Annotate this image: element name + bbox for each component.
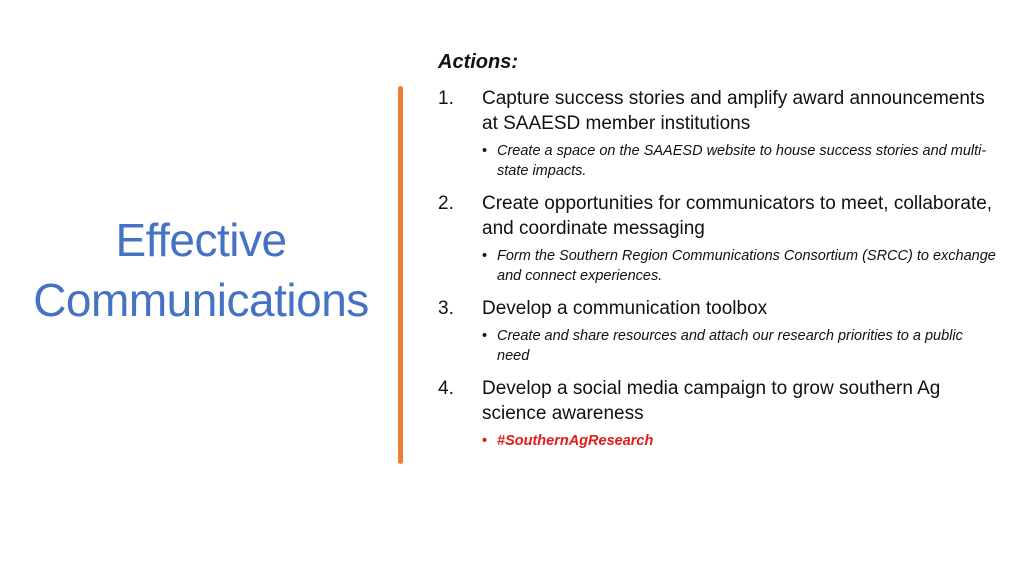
action-subitem-text: Create a space on the SAAESD website to house success stories and multi-state impacts.: [497, 143, 987, 179]
action-text: Create opportunities for communicators to meet, collaborate, and coordinate messaging: [482, 193, 993, 239]
action-subitem: [482, 246, 998, 286]
action-item-4: [438, 376, 998, 451]
action-subitem-text: Form the Southern Region Communications Consortium (SRCC) to exchange and connect experiences.: [497, 248, 996, 284]
actions-heading: Actions:: [438, 51, 518, 73]
action-subitem-text: Create and share resources and attach our research priorities to a public need: [497, 328, 963, 364]
bullet-icon: •: [482, 143, 488, 159]
bullet-icon: •: [482, 433, 488, 449]
action-subitem: [482, 326, 998, 366]
bullet-icon: •: [482, 328, 488, 344]
slide-title: [0, 210, 402, 330]
hashtag-subitem: [482, 431, 998, 451]
action-text: Develop a communication toolbox: [482, 298, 768, 319]
vertical-divider: [398, 86, 403, 464]
action-number: 3.: [438, 298, 454, 319]
action-text: Capture success stories and amplify award announcements at SAAESD member institutions: [482, 88, 985, 134]
action-item-3: [438, 296, 998, 366]
hashtag-text: #SouthernAgResearch: [497, 433, 654, 449]
bullet-icon: •: [482, 248, 488, 264]
actions-list: [438, 48, 998, 461]
action-item-1: [438, 86, 998, 181]
action-item-2: [438, 191, 998, 286]
title-line-2: Communications: [33, 274, 369, 326]
title-line-1: Effective: [115, 214, 287, 266]
action-number: 2.: [438, 193, 454, 214]
action-number: 1.: [438, 88, 454, 109]
action-text: Develop a social media campaign to grow southern Ag science awareness: [482, 378, 941, 424]
action-number: 4.: [438, 378, 454, 399]
action-subitem: [482, 141, 998, 181]
